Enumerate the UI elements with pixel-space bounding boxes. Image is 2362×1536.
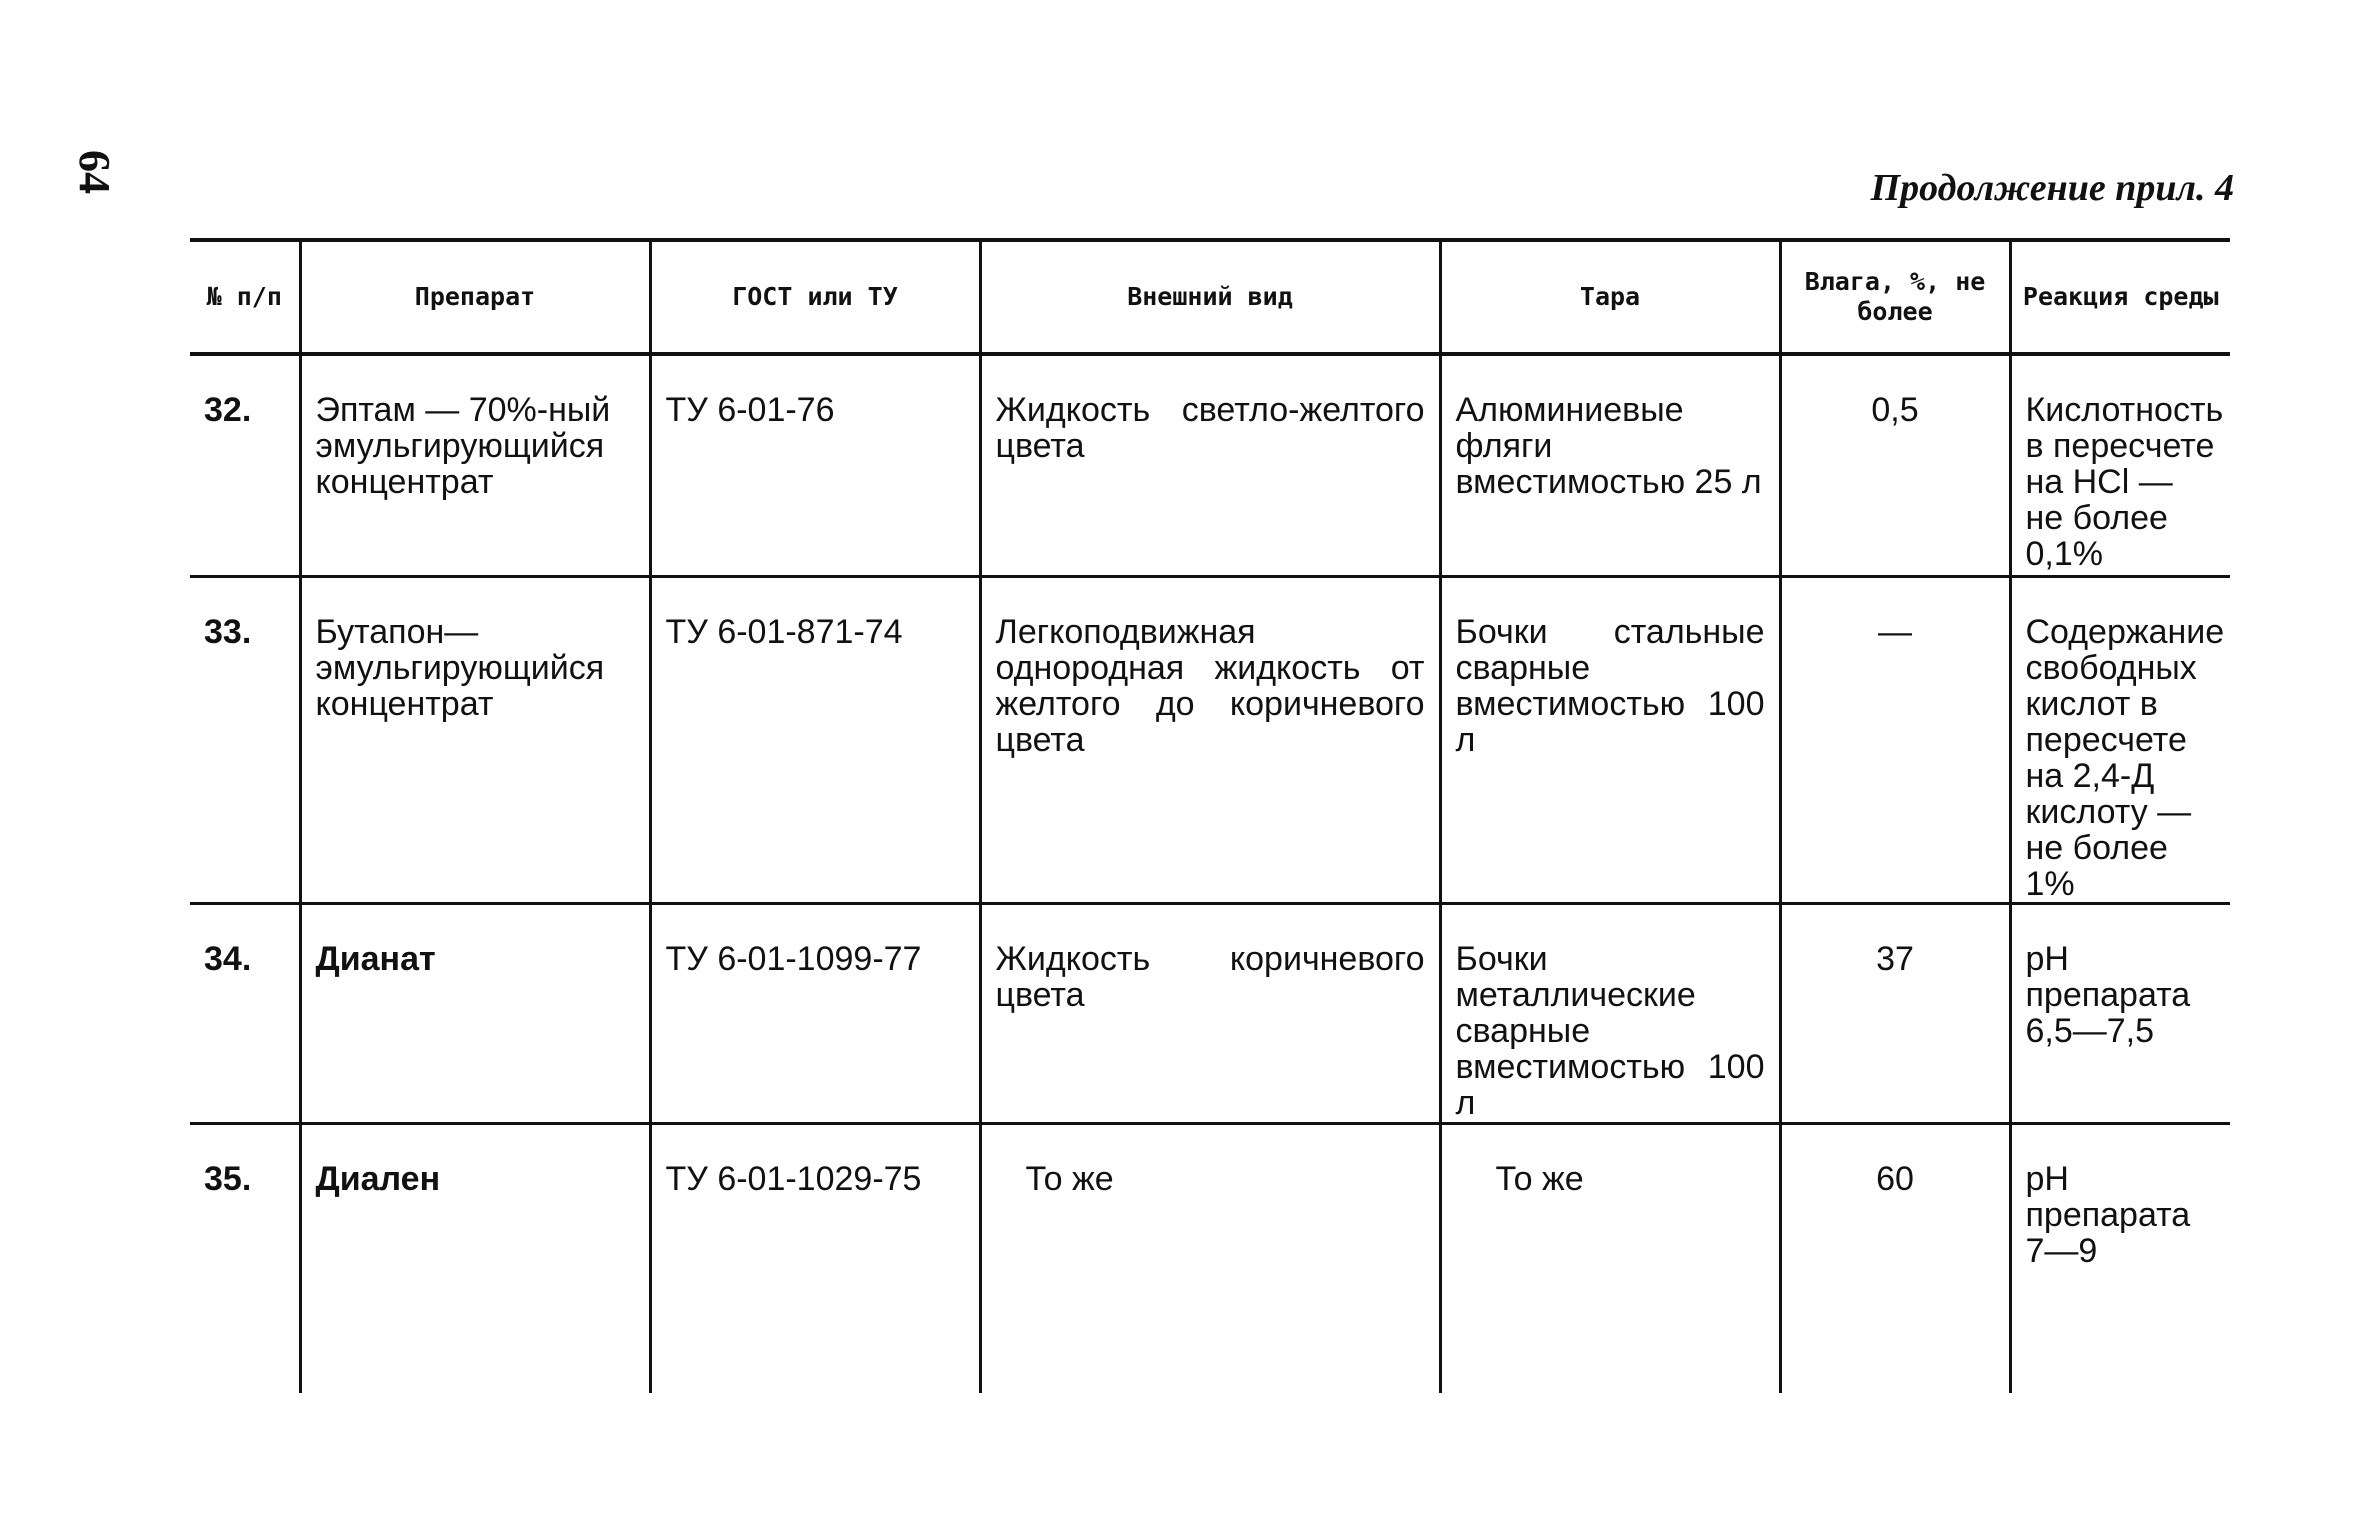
row-num: 34. — [204, 939, 252, 978]
row-appearance: Легкоподвижная однородная жидкость от желтого до коричневого цвета — [980, 576, 1440, 903]
header-container: Тара — [1440, 240, 1780, 354]
row-container: То же — [1440, 1123, 1780, 1393]
table-header-row — [190, 240, 2230, 354]
header-appearance: Внешний вид — [980, 240, 1440, 354]
row-moisture: 60 — [1780, 1123, 2010, 1393]
row-reaction: Содержание свободных кислот в пересчете на 2,4-Д кислоту — не более 1% — [2010, 576, 2230, 903]
row-gost: ТУ 6-01-1099-77 — [650, 903, 980, 1123]
table-row — [190, 1123, 2230, 1393]
header-preparation: Препарат — [300, 240, 650, 354]
header-moisture: Влага, %, не более — [1780, 240, 2010, 354]
row-appearance: Жидкость светло-желтого цвета — [980, 354, 1440, 576]
row-appearance: То же — [980, 1123, 1440, 1393]
row-moisture: — — [1780, 576, 2010, 903]
row-moisture: 37 — [1780, 903, 2010, 1123]
row-num: 32. — [204, 391, 252, 429]
row-gost: ТУ 6-01-871-74 — [650, 576, 980, 903]
row-preparation: Эптам — 70%-ный эмульгирующийся концентрат — [300, 354, 650, 576]
table-row — [190, 354, 2230, 576]
row-num: 33. — [204, 612, 252, 651]
row-container: Бочки металлические сварные вместимостью 100 л — [1440, 903, 1780, 1123]
row-preparation: Дианат — [300, 903, 650, 1123]
row-container: Бочки стальные сварные вместимостью 100 л — [1440, 576, 1780, 903]
page-number: 64 — [70, 150, 119, 194]
row-reaction: Кислотность в пересчете на HCl — не более 0,1% — [2010, 354, 2230, 576]
header-num: № п/п — [206, 282, 282, 311]
header-reaction: Реакция среды — [2010, 240, 2230, 354]
row-preparation: Бутапон—эмульгирующийся концентрат — [300, 576, 650, 903]
appendix-table — [190, 238, 2230, 1393]
row-appearance: Жидкость коричневого цвета — [980, 903, 1440, 1123]
row-preparation: Диален — [300, 1123, 650, 1393]
row-reaction: pH препарата 6,5—7,5 — [2010, 903, 2230, 1123]
row-container: Алюминиевые фляги вместимостью 25 л — [1440, 354, 1780, 576]
table-row — [190, 576, 2230, 903]
row-gost: ТУ 6-01-1029-75 — [650, 1123, 980, 1393]
continuation-title: Продолжение прил. 4 — [1870, 167, 2234, 209]
row-gost: ТУ 6-01-76 — [650, 354, 980, 576]
header-gost: ГОСТ или ТУ — [650, 240, 980, 354]
row-num: 35. — [204, 1159, 252, 1198]
row-reaction: pH препарата 7—9 — [2010, 1123, 2230, 1393]
row-moisture: 0,5 — [1780, 354, 2010, 576]
table-row — [190, 903, 2230, 1123]
